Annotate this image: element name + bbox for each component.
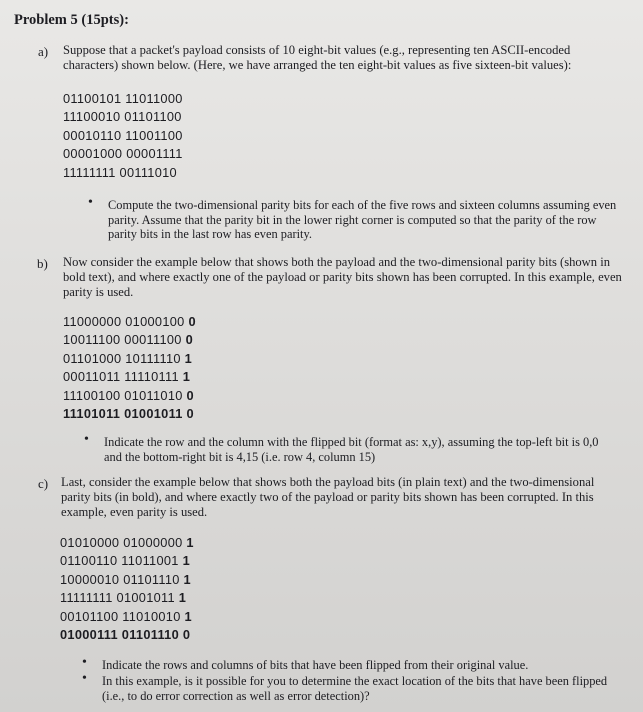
- bit-row: [63, 350, 196, 368]
- part-c-bit-rows: [60, 534, 194, 644]
- row-payload: 01101000 10111110: [63, 350, 181, 366]
- bit-row: [63, 368, 196, 386]
- row-parity-bit: 1: [182, 553, 191, 569]
- bit-row: [63, 313, 196, 331]
- bit-row: [63, 387, 196, 405]
- payload-row: 01100101 11011000: [63, 91, 183, 106]
- row-parity-bit: 0: [186, 387, 194, 403]
- problem-title: Problem 5 (15pts):: [14, 12, 129, 28]
- row-payload: 01010000 01000000: [60, 535, 183, 550]
- part-b-text: Now consider the example below that shows both the payload and the two-dimensional parity bits (shown in bold text), and where exactly one of the payload or parity bits shown has been corrupted. In this example, even parity is used.: [63, 255, 622, 299]
- row-parity-bit: 0: [188, 314, 196, 329]
- row-payload: 11111111 01001011: [60, 590, 175, 606]
- part-b-bullet-text: Indicate the row and the column with the flipped bit (format as: x,y), assuming the top-left bit is 0,0 and the bottom-right bit is 4,15 (i.e. row 4, column 15): [104, 435, 599, 464]
- part-b-label: b): [37, 256, 48, 271]
- bullet-dot: •: [88, 195, 93, 210]
- row-parity-bit: 1: [178, 590, 187, 606]
- row-payload: 01100110 11011001: [60, 553, 179, 569]
- bit-row: [60, 552, 194, 570]
- row-parity-bit: 1: [183, 571, 191, 587]
- column-parity-row: [60, 626, 194, 644]
- column-parity-bits: 11101011 01001011 0: [63, 406, 194, 422]
- part-a-label: a): [38, 44, 49, 59]
- bit-row: [60, 571, 194, 589]
- part-a-bullet-text: Compute the two-dimensional parity bits for each of the five rows and sixteen columns assuming even parity. Assume that the parity bit in the lower right corner is computed so that the parity of the row parity bits in the last row has even parity.: [108, 198, 617, 241]
- part-c-bullet-2-text: In this example, is it possible for you to determine the exact location of the bits that have been flipped (i.e., to do error correction as well as error detection)?: [102, 674, 608, 703]
- part-b-bit-rows: [63, 313, 196, 423]
- payload-row: 00010110 11001100: [63, 127, 183, 143]
- row-payload: 11000000 01000100: [63, 314, 185, 329]
- part-a-payload-rows: [63, 90, 183, 182]
- part-c-label: c): [38, 476, 49, 491]
- column-parity-row: [63, 405, 196, 423]
- row-parity-bit: 1: [186, 535, 194, 550]
- row-payload: 10000010 01101110: [60, 571, 180, 587]
- row-parity-bit: 1: [184, 350, 193, 366]
- part-c-bullet-1-text: Indicate the rows and columns of bits that have been flipped from their original value.: [102, 658, 529, 672]
- payload-row: 11100010 01101100: [63, 109, 182, 125]
- row-parity-bit: 1: [182, 369, 191, 385]
- row-parity-bit: 1: [184, 608, 192, 624]
- row-parity-bit: 0: [185, 332, 194, 348]
- bit-row: [63, 331, 196, 349]
- bit-row: [60, 534, 194, 552]
- part-a-text: Suppose that a packet's payload consists of 10 eight-bit values (e.g., representing ten ASCII-encoded characters) shown below. (Here, we have arranged the ten eight-bit values as five sixteen-bit values):: [63, 43, 572, 72]
- part-c-text: Last, consider the example below that shows both the payload bits (in plain text) and the two-dimensional parity bits (in bold), and where exactly two of the payload or parity bits shown has been corrupted. In this example, even parity is used.: [61, 475, 595, 519]
- row-payload: 00101100 11010010: [60, 608, 181, 624]
- row-payload: 00011011 11110111: [63, 369, 179, 385]
- row-payload: 10011100 00011100: [63, 332, 182, 348]
- column-parity-bits: 01000111 01101110 0: [60, 627, 191, 643]
- bullet-dot: •: [82, 655, 87, 670]
- bullet-dot: •: [84, 432, 89, 447]
- bit-row: [60, 589, 194, 607]
- bit-row: [60, 608, 194, 626]
- payload-row: 00001000 00001111: [63, 146, 183, 162]
- bullet-dot: •: [82, 671, 87, 686]
- payload-row: 11111111 00111010: [63, 164, 177, 180]
- row-payload: 11100100 01011010: [63, 387, 183, 403]
